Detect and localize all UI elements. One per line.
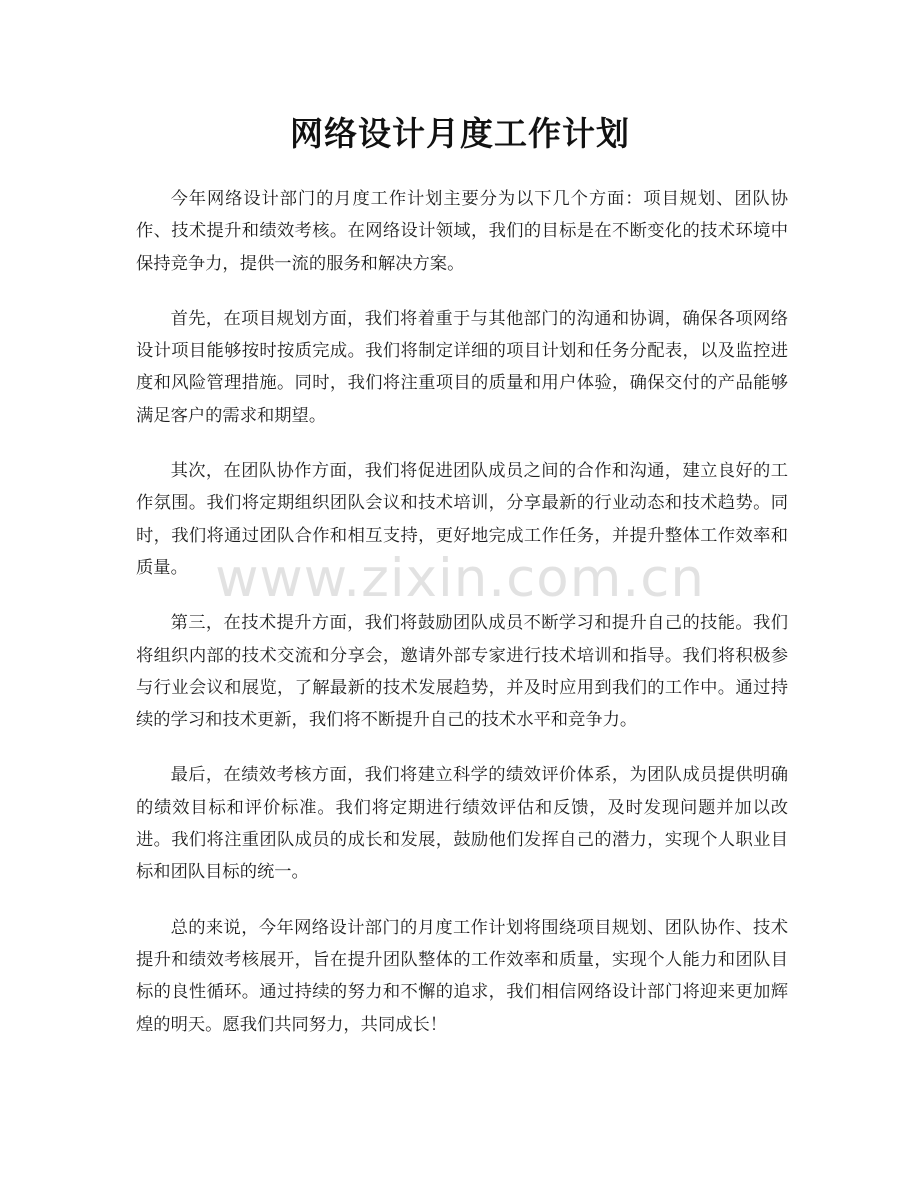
paragraph-tech-improvement: 第三，在技术提升方面，我们将鼓励团队成员不断学习和提升自己的技能。我们将组织内部的技术交流和分享会，邀请外部专家进行技术培训和指导。我们将积极参与行业会议和展览，了解最新的技术发展趋势，并及时应用到我们的工作中。通过持续的学习和技术更新，我们将不断提升自己的技术水平和竞争力。 [136,613,788,731]
paragraph-intro: 今年网络设计部门的月度工作计划主要分为以下几个方面：项目规划、团队协作、技术提升和绩效考核。在网络设计领域，我们的目标是在不断变化的技术环境中保持竞争力，提供一流的服务和解决方案。 [136,189,788,274]
document-title: 网络设计月度工作计划 [290,114,630,153]
watermark: www.zixin.com.cn [215,548,705,609]
paragraph-conclusion: 总的来说，今年网络设计部门的月度工作计划将围绕项目规划、团队协作、技术提升和绩效考核展开，旨在提升团队整体的工作效率和质量，实现个人能力和团队目标的良性循环。通过持续的努力和不懈的追求，我们相信网络设计部门将迎来更加辉煌的明天。愿我们共同努力，共同成长！ [136,917,788,1035]
paragraph-team-collaboration: 其次，在团队协作方面，我们将促进团队成员之间的合作和沟通，建立良好的工作氛围。我们将定期组织团队会议和技术培训，分享最新的行业动态和技术趋势。同时，我们将通过团队合作和相互支持，更好地完成工作任务，并提升整体工作效率和质量。 [136,461,788,578]
document-body [136,183,788,1064]
paragraph-project-planning: 首先，在项目规划方面，我们将着重于与其他部门的沟通和协调，确保各项网络设计项目能够按时按质完成。我们将制定详细的项目计划和任务分配表，以及监控进度和风险管理措施。同时，我们将注重项目的质量和用户体验，确保交付的产品能够满足客户的需求和期望。 [136,308,788,426]
paragraph-performance-review: 最后，在绩效考核方面，我们将建立科学的绩效评价体系，为团队成员提供明确的绩效目标和评价标准。我们将定期进行绩效评估和反馈，及时发现问题并加以改进。我们将注重团队成员的成长和发展，鼓励他们发挥自己的潜力，实现个人职业目标和团队目标的统一。 [136,765,788,883]
